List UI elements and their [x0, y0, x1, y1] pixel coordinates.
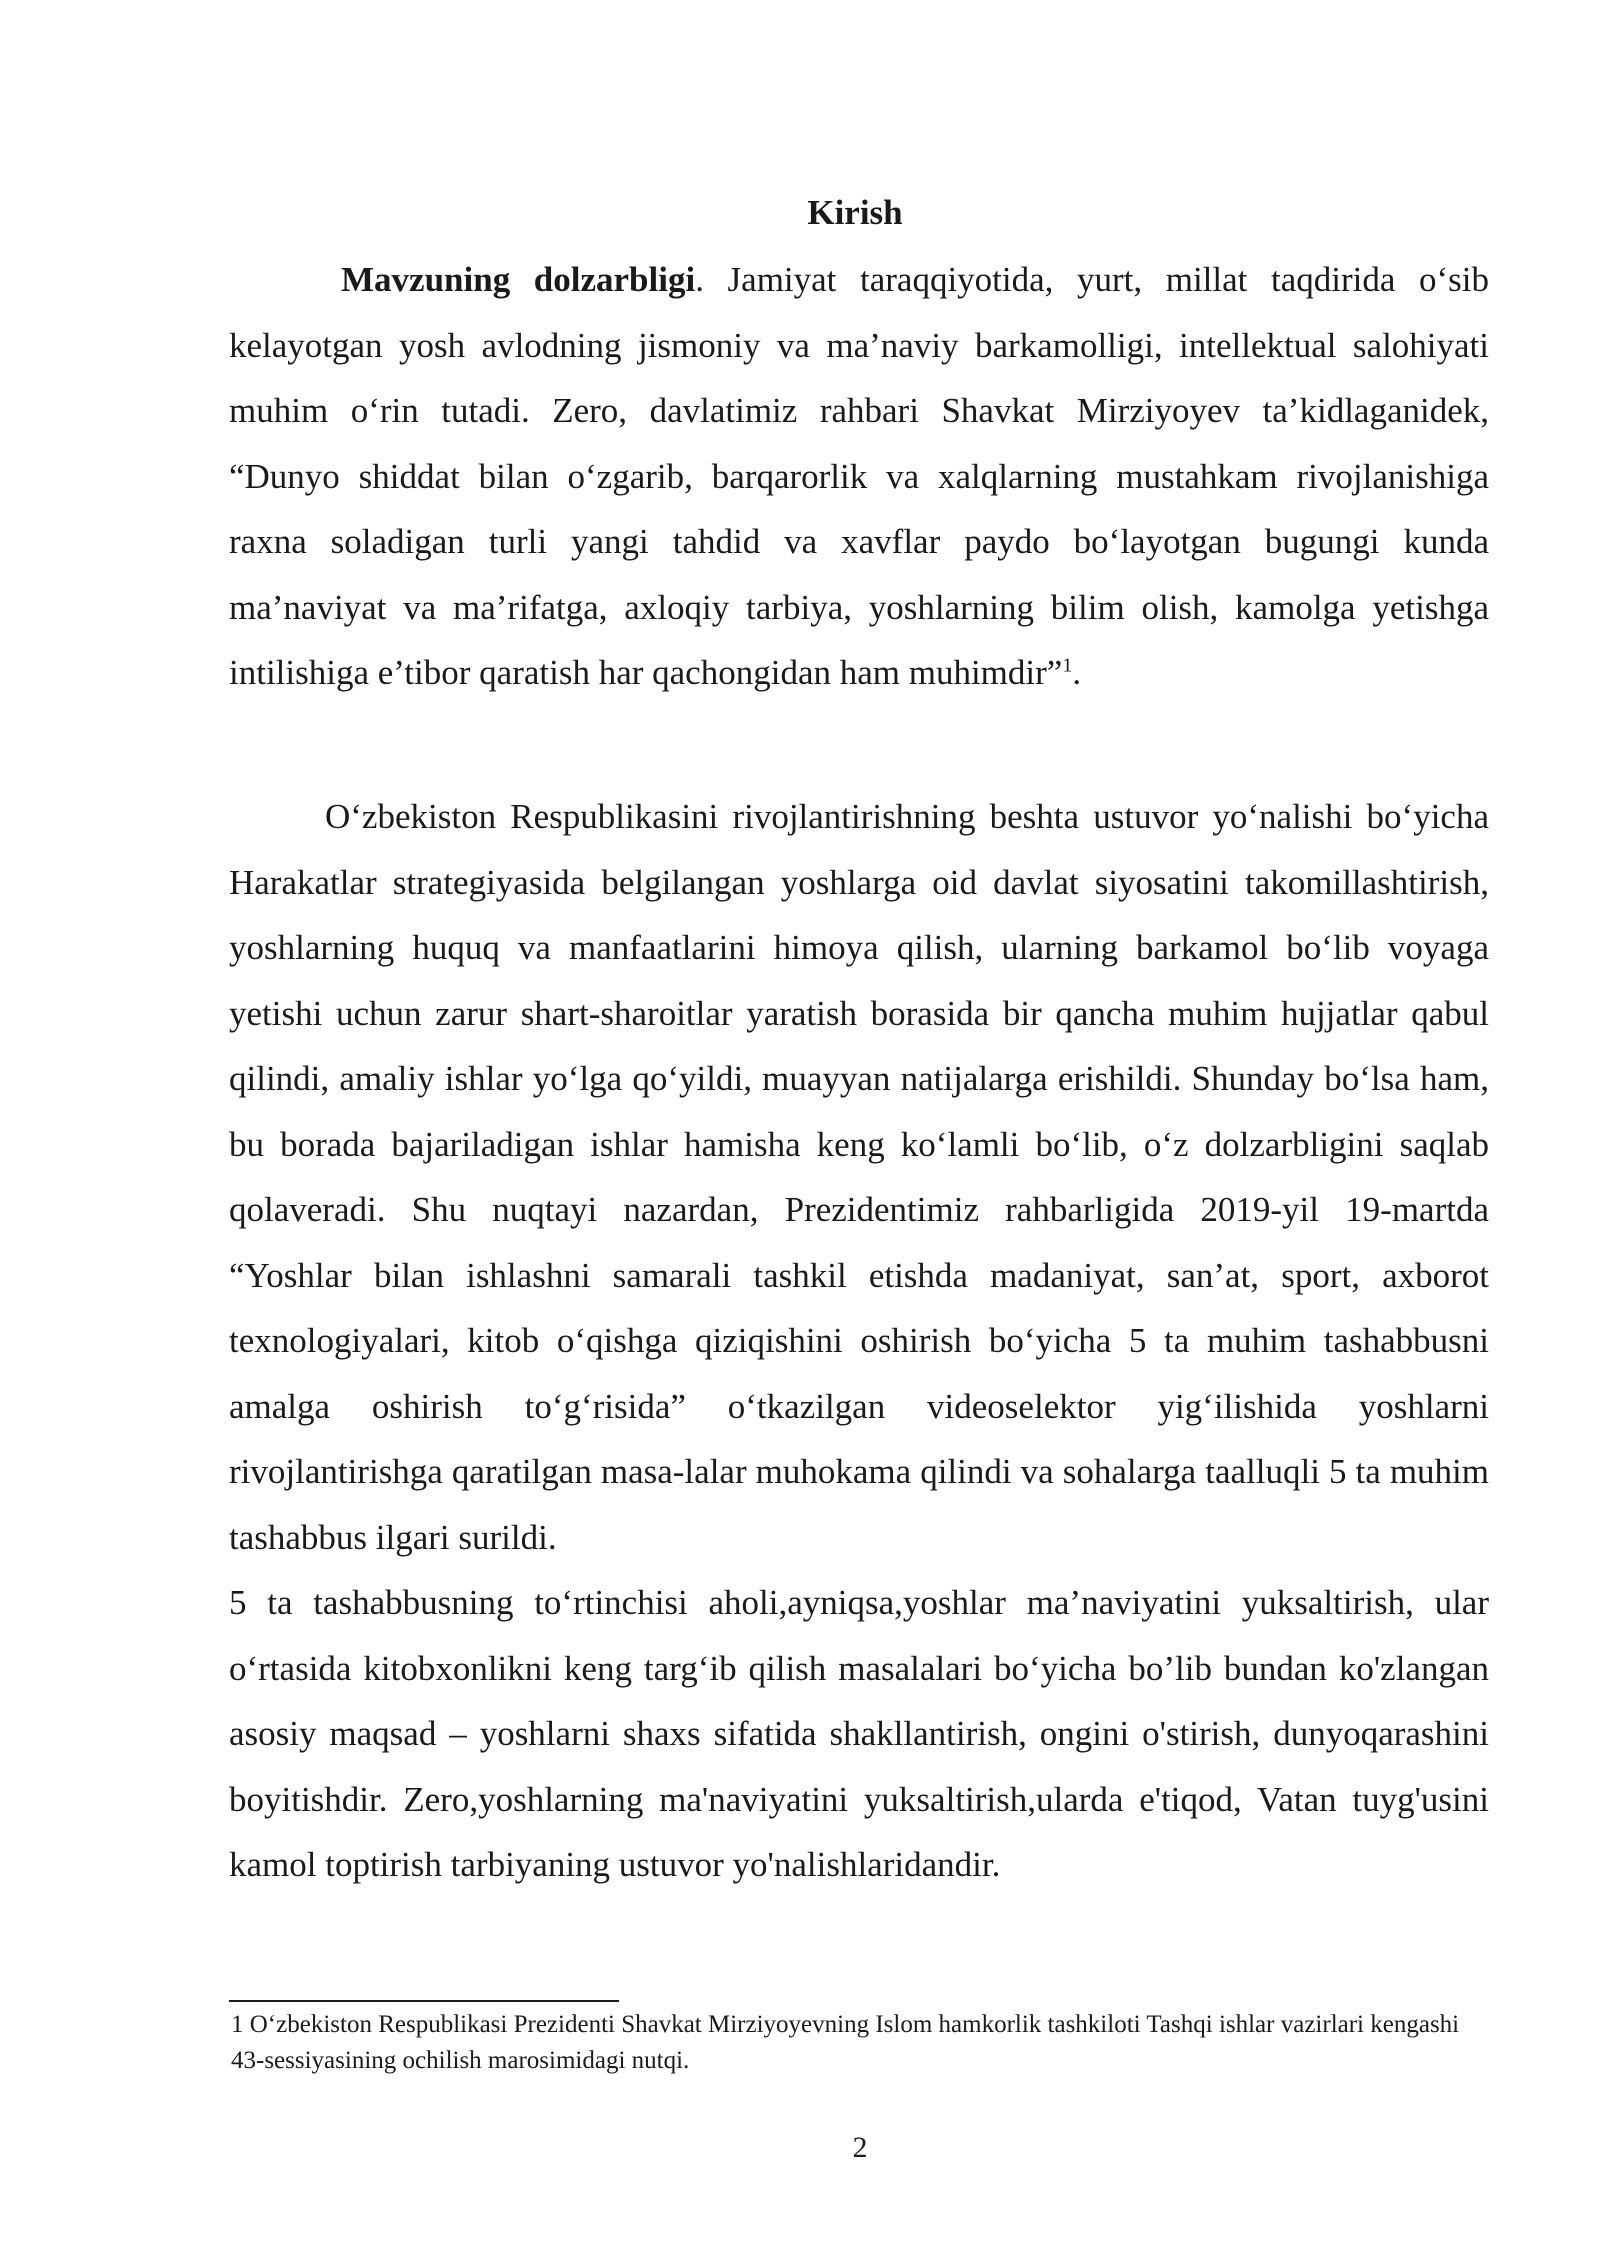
paragraph-strategy: [229, 784, 1489, 1570]
page-number: 2: [852, 2131, 868, 2164]
paragraph-1-text: [229, 247, 1489, 706]
paragraph-1-end: .: [1072, 653, 1082, 692]
footnote-text: [231, 2007, 1471, 2079]
paragraph-relevance: [229, 247, 1489, 706]
footnote: [231, 2007, 1471, 2079]
paragraph-2-text: O‘zbekiston Respublikasini rivojlantirishning beshta ustuvor yo‘nalishi bo‘yicha Harakatlar strategiyasida belgilangan yoshlarga oid davlat siyosatini takomillashtirish, yoshlarning huquq va manfaatlarini himoya qilish, ularning barkamol bo‘lib voyaga yetishi uchun zarur shart-sharoitlar yaratish borasida bir qancha muhim hujjatlar qabul qilindi, amaliy ishlar yo‘lga qo‘yildi, muayyan natijalarga erishildi. Shunday bo‘lsa ham, bu borada bajariladigan ishlar hamisha keng ko‘lamli bo‘lib, o‘z dolzarbligini saqlab qolaveradi. Shu nuqtayi nazardan, Prezidentimiz rahbarligida 2019-yil 19-martda “Yoshlar bilan ishlashni samarali tashkil etishda madaniyat, san’at, sport, axborot texnologiyalari, kitob o‘qishga qiziqishini oshirish bo‘yicha 5 ta muhim tashabbusni amalga oshirish to‘g‘risida” o‘tkazilgan videoselektor yig‘ilishida yoshlarni rivojlantirishga qaratilgan masa-lalar muhokama qilindi va sohalarga taalluqli 5 ta muhim tashabbus ilgari surildi.: [229, 797, 1489, 1557]
paragraph-lead: Mavzuning dolzarbligi: [341, 260, 696, 299]
paragraph-1-body: . Jamiyat taraqqiyotida, yurt, millat taqdirida o‘sib kelayotgan yosh avlodning jismoniy va ma’naviy barkamolligi, intellektual salohiyati muhim o‘rin tutadi. Zero, davlatimiz rahbari Shavkat Mirziyoyev ta’kidlaganidek, “Dunyo shiddat bilan o‘zgarib, barqarorlik va xalqlarning mustahkam rivojlanishiga raxna soladigan turli yangi tahdid va xavflar paydo bo‘layotgan bugungi kunda ma’naviyat va ma’rifatga, axloqiy tarbiya, yoshlarning bilim olish, kamolga yetishga intilishiga e’tibor qaratish har qachongidan ham muhimdir”: [229, 260, 1489, 692]
section-heading: Kirish: [807, 193, 903, 232]
footnote-divider: [229, 2000, 619, 2002]
paragraph-initiatives: [229, 1570, 1489, 1898]
footnote-number: 1: [231, 2011, 244, 2038]
paragraph-3-text: 5 ta tashabbusning to‘rtinchisi aholi,ayniqsa,yoshlar ma’naviyatini yuksaltirish, ular o‘rtasida kitobxonlikni keng targ‘ib qilish masalalari bo‘yicha bo’lib bundan ko'zlangan asosiy maqsad – yoshlarni shaxs sifatida shakllantirish, ongini o'stirish, dunyoqarashini boyitishdir. Zero,yoshlarning ma'naviyatini yuksaltirish,ularda e'tiqod, Vatan tuyg'usini kamol toptirish tarbiyaning ustuvor yo'nalishlaridandir.: [229, 1583, 1489, 1884]
footnote-body: O‘zbekiston Respublikasi Prezidenti Shavkat Mirziyoyevning Islom hamkorlik tashkiloti Tashqi ishlar vazirlari kengashi 43-sessiyasining ochilish marosimidagi nutqi.: [231, 2011, 1460, 2074]
footnote-reference[interactable]: 1: [1062, 654, 1073, 677]
